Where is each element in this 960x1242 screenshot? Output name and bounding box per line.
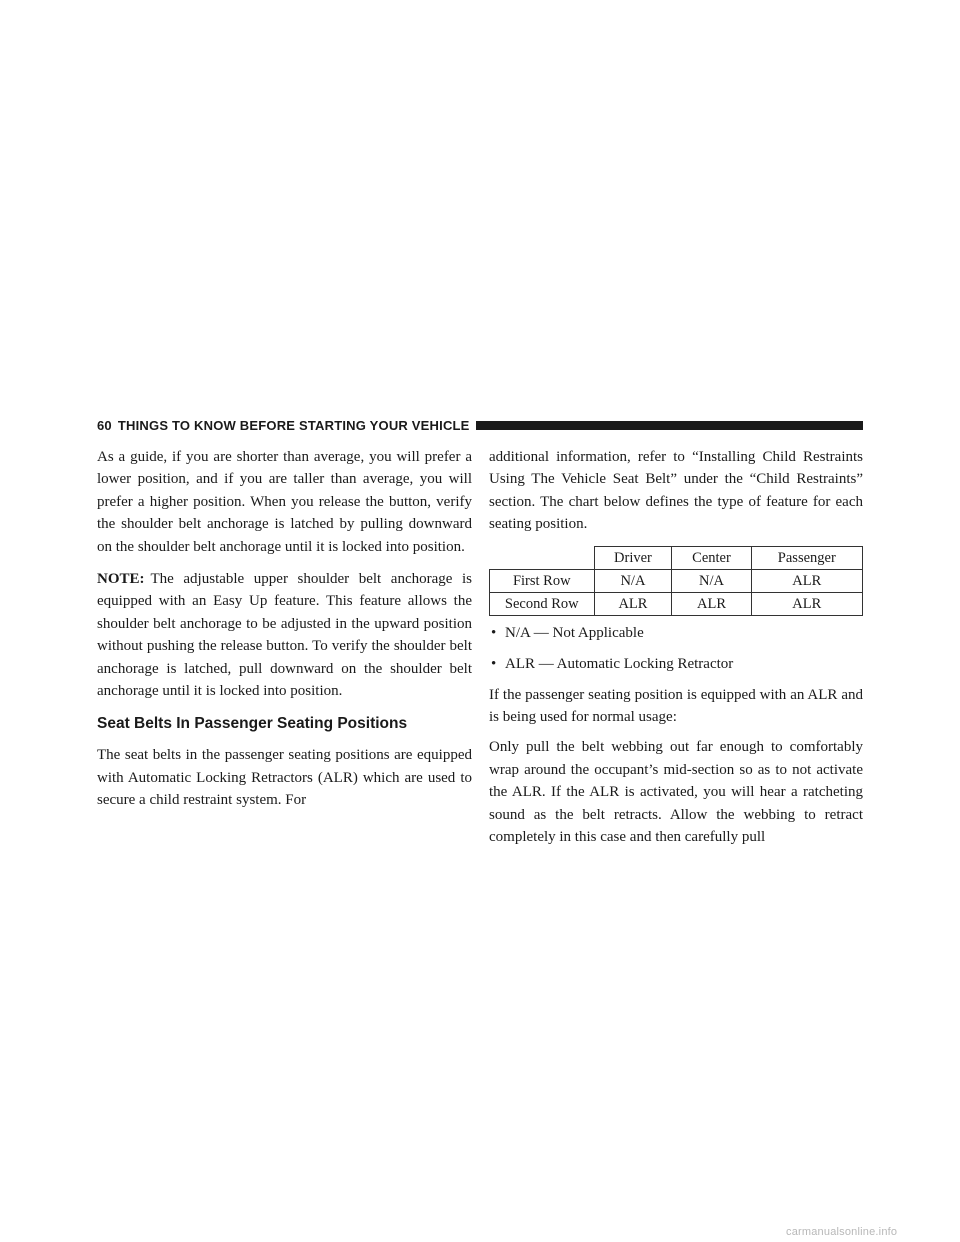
list-item-text: ALR — Automatic Locking Retractor: [505, 655, 734, 672]
list-item: [489, 622, 863, 644]
page-number: 60: [97, 417, 112, 433]
table-header-cell: Center: [672, 546, 751, 569]
table-cell: ALR: [672, 592, 751, 615]
legend-list: [489, 622, 863, 675]
note-text: The adjustable upper shoulder belt anchorage is equipped with an Easy Up feature. This feature allows the shoulder belt anchorage to be adjusted in the upward position without pushing the release button. To verify the shoulder belt anchorage is latched, pull downward on the shoulder belt anchorage until it is locked into position.: [97, 571, 472, 700]
paragraph-passenger-belts: The seat belts in the passenger seating positions are equipped with Automatic Locking Retractors (ALR) which are used to secure a child restraint system. For: [97, 747, 472, 809]
table-cell: N/A: [594, 569, 672, 592]
table-header-cell: Passenger: [751, 546, 862, 569]
row-label: Second Row: [490, 592, 595, 615]
seating-feature-table: [489, 546, 863, 616]
bullet-icon: •: [491, 655, 497, 672]
left-column: [97, 446, 472, 822]
row-label: First Row: [490, 569, 595, 592]
paragraph-guide: As a guide, if you are shorter than average, you will prefer a lower position, and if you are taller than average, you will prefer a higher position. When you release the button, verify the shoulder belt anchorage is latched by pulling downward on the shoulder belt anchorage until it is locked into position.: [97, 449, 472, 555]
paragraph-additional-info: additional information, refer to “Installing Child Restraints Using The Vehicle Seat Belt” under the “Child Restraints” section. The chart below defines the type of feature for each seating position.: [489, 449, 863, 533]
paragraph-webbing: Only pull the belt webbing out far enough to comfortably wrap around the occupant’s mid-section so as to not activate the ALR. If the ALR is activated, you will hear a ratcheting sound as the belt retracts. Allow the webbing to retract completely in this case and then carefully pull: [489, 739, 863, 846]
table-cell: ALR: [751, 592, 862, 615]
list-item: [489, 653, 863, 675]
section-subheading: Seat Belts In Passenger Seating Positions: [97, 715, 408, 733]
table-row: [490, 592, 863, 615]
paragraph-normal-usage: If the passenger seating position is equipped with an ALR and is being used for normal usage:: [489, 686, 863, 726]
table-cell: ALR: [751, 569, 862, 592]
note-paragraph: [97, 568, 472, 702]
bullet-icon: •: [491, 624, 497, 641]
table-cell: ALR: [594, 592, 672, 615]
header-rule: [476, 421, 863, 430]
table-corner-cell: [490, 546, 595, 569]
note-label: NOTE:: [97, 571, 145, 588]
table-header-row: [490, 546, 863, 569]
table-header-cell: Driver: [594, 546, 672, 569]
list-item-text: N/A — Not Applicable: [505, 624, 644, 641]
right-column: [489, 446, 863, 858]
section-title: THINGS TO KNOW BEFORE STARTING YOUR VEHICLE: [117, 417, 470, 433]
table-row: [490, 569, 863, 592]
page-header: [97, 417, 863, 433]
watermark-logo: carmanualsonline.info: [786, 1226, 898, 1238]
table-cell: N/A: [672, 569, 751, 592]
